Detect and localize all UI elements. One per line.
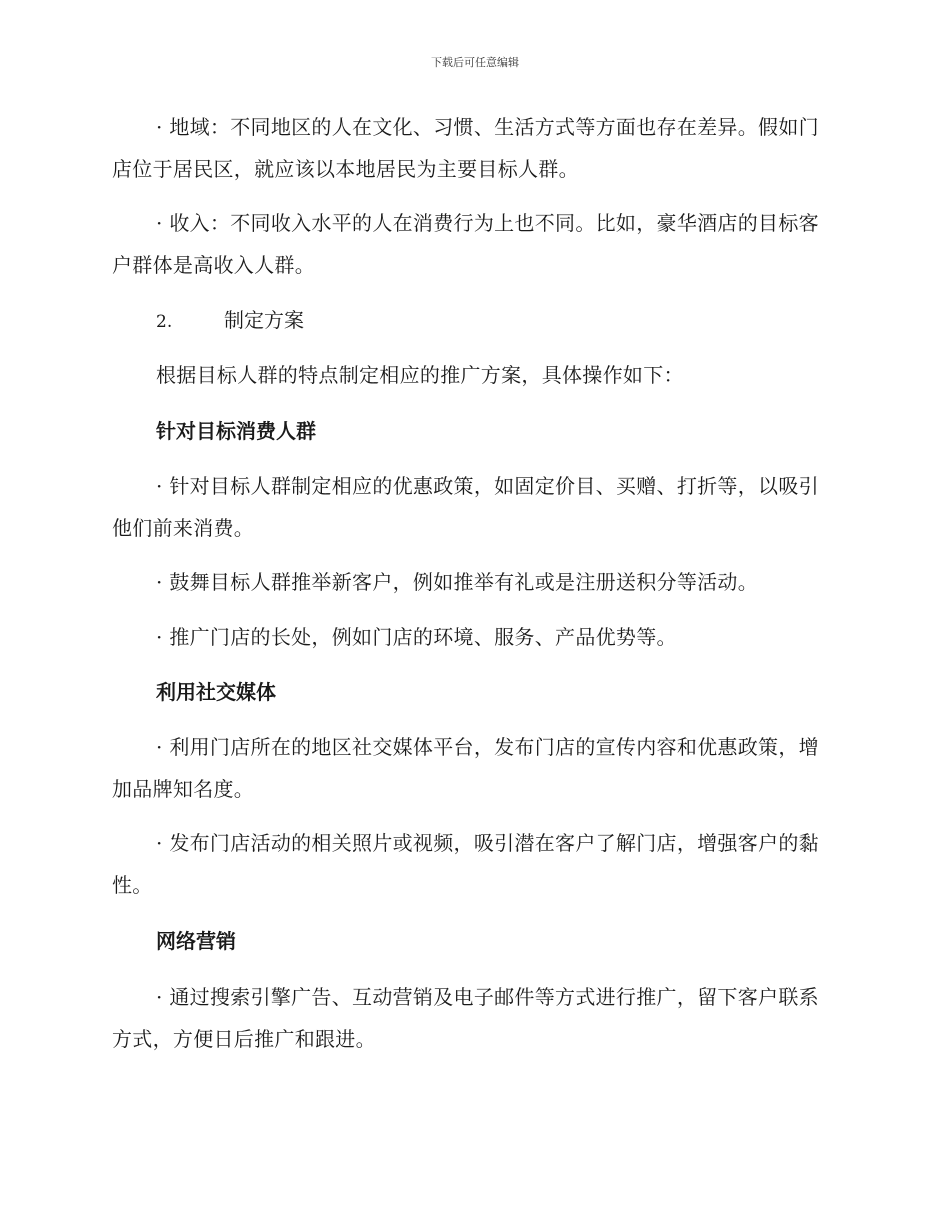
page-header: 下载后可任意编辑 [431, 56, 519, 69]
item-label: 制定方案 [224, 308, 304, 332]
paragraph-social-platform-bullet: · 利用门店所在的地区社交媒体平台，发布门店的宣传内容和优惠政策，增加品牌知名度。 [112, 735, 819, 801]
paragraph-region-bullet: · 地域：不同地区的人在文化、习惯、生活方式等方面也存在差异。假如门店位于居民区，就应该以本地居民为主要目标人群。 [112, 115, 819, 181]
numbered-item-2 [112, 299, 824, 343]
paragraph-strengths [112, 616, 824, 658]
item-number: 2. [156, 312, 173, 332]
paragraph-intro-text: 根据目标人群的特点制定相应的推广方案，具体操作如下： [156, 363, 684, 387]
paragraph-strengths-bullet: · 推广门店的长处，例如门店的环境、服务、产品优势等。 [156, 625, 677, 649]
heading-target-consumers [112, 410, 824, 452]
section-heading: 针对目标消费人群 [156, 419, 316, 443]
paragraph-discount-bullet: · 针对目标人群制定相应的优惠政策，如固定价目、买赠、打折等，以吸引他们前来消费。 [112, 474, 819, 540]
paragraph-income [112, 202, 824, 286]
paragraph-discount [112, 465, 824, 549]
paragraph-search-ads-bullet: · 通过搜索引擎广告、互动营销及电子邮件等方式进行推广，留下客户联系方式，方便日后推广和跟进。 [112, 985, 819, 1051]
paragraph-referral-bullet: · 鼓舞目标人群推举新客户，例如推举有礼或是注册送积分等活动。 [156, 570, 759, 594]
paragraph-intro [112, 354, 824, 396]
paragraph-referral [112, 561, 824, 603]
section-heading: 网络营销 [156, 929, 236, 953]
paragraph-social-photos [112, 822, 824, 906]
paragraph-social-platform [112, 726, 824, 810]
paragraph-social-photos-bullet: · 发布门店活动的相关照片或视频，吸引潜在客户了解门店，增强客户的黏性。 [112, 831, 819, 897]
paragraph-income-bullet: · 收入：不同收入水平的人在消费行为上也不同。比如，豪华酒店的目标客户群体是高收入人群。 [112, 211, 819, 277]
section-heading: 利用社交媒体 [156, 680, 276, 704]
paragraph-search-ads [112, 976, 824, 1060]
heading-online-marketing [112, 920, 824, 962]
heading-social-media [112, 671, 824, 713]
paragraph-region [112, 106, 824, 190]
